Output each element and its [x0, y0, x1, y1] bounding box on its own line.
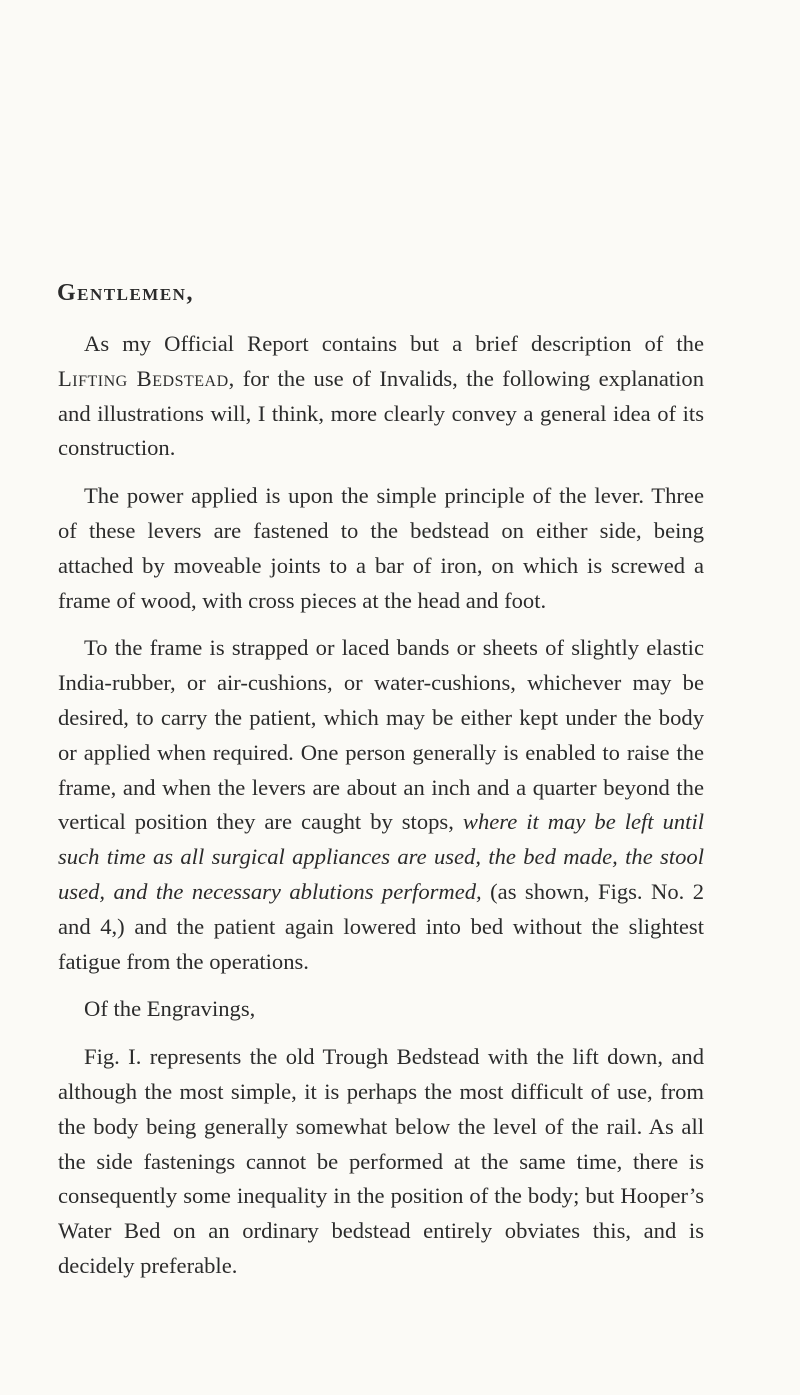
paragraph-frame-part2: (as shown, Figs. No. 2 and 4,) and the patient again lowered into bed without the slightest fatigue from the operations. — [58, 878, 705, 974]
paragraph-lever: The power applied is upon the simple principle of the lever. Three of these levers are fastened to the bedstead on either side, being attached by moveable joints to a bar of iron, on which is screwed a frame of wood, with cross pieces at the head and foot. — [58, 483, 704, 613]
paragraph-engravings: Of the Engravings, — [84, 996, 256, 1022]
paragraph-fig-one: Fig. I. represents the old Trough Bedstead with the lift down, and although the most simple, it is perhaps the most difficult of use, from the body being generally somewhat below the level of the rail. As all the side fastenings cannot be performed at the same time, there is consequently some inequality in the position of the body; but Hooper’s Water Bed on an ordinary bedstead entirely obviates this, and is decidely preferable. — [58, 1044, 704, 1278]
body-text — [58, 327, 704, 1297]
paragraph-intro-part2: , for the use of Invalids, the following explanation and illustrations will, I think, more clearly convey a general idea of its construction. — [58, 365, 704, 461]
paragraph-intro — [58, 327, 704, 466]
lifting-bedstead-term: Lifting Bedstead — [58, 365, 229, 391]
paragraph-intro-part1: As my Official Report contains but a brief description of the — [84, 331, 704, 356]
paragraph-frame — [58, 631, 704, 979]
salutation-heading: Gentlemen, — [57, 280, 194, 306]
paragraph-frame-part1: To the frame is strapped or laced bands or sheets of slightly elastic India-rubber, or air-cushions, or water-cushions, whichever may be desired, to carry the patient, which may be either kept under the body or applied when required. One person generally is enabled to raise the frame, and when the levers are about an inch and a quarter beyond the vertical position they are caught by stops, — [58, 635, 704, 835]
paragraph-frame-italic: where it may be left until such time as all surgical appliances are used, the bed made, the stool used, and the necessary ablutions performed, — [58, 809, 704, 904]
